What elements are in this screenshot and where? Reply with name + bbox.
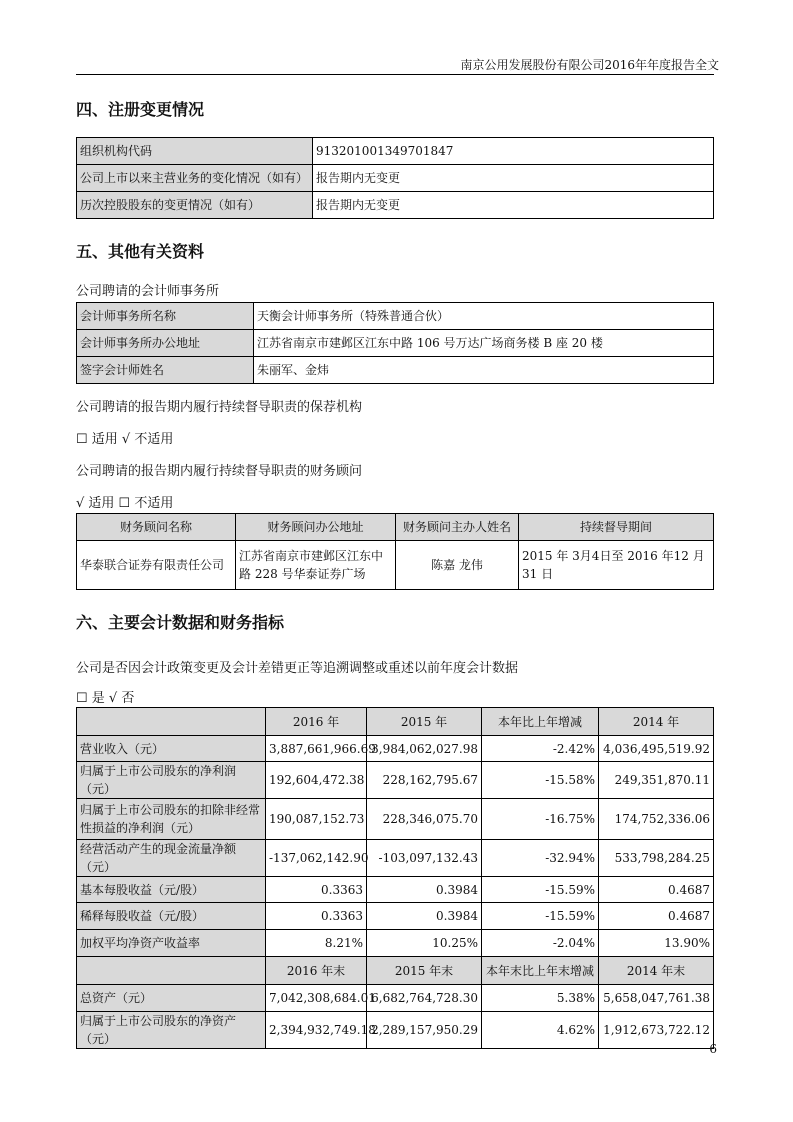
cell-value: -16.75% — [482, 799, 599, 840]
header-rule — [76, 74, 714, 75]
section-4-title: 四、注册变更情况 — [76, 100, 205, 119]
cell-value: 228,346,075.70 — [367, 799, 482, 840]
table-row — [77, 736, 714, 762]
cell-value: -2.42% — [482, 736, 599, 762]
cell-value: 6,682,764,728.30 — [367, 985, 482, 1012]
cell-value: -15.59% — [482, 877, 599, 903]
col-header: 2016 年末 — [266, 957, 367, 985]
cell-value: 3,984,062,027.98 — [367, 736, 482, 762]
value: 天衡会计师事务所（特殊普通合伙） — [254, 303, 714, 330]
header-row — [77, 957, 714, 985]
label: 会计师事务所办公地址 — [77, 330, 254, 357]
table-row — [77, 840, 714, 877]
col-header: 财务顾问名称 — [77, 514, 236, 541]
cell-value: -2.04% — [482, 930, 599, 957]
row-label: 归属于上市公司股东的扣除非经常性损益的净利润（元） — [77, 799, 266, 840]
row-label: 加权平均净资产收益率 — [77, 930, 266, 957]
value: 913201001349701847 — [313, 138, 714, 165]
cell-value: 533,798,284.25 — [599, 840, 714, 877]
col-header — [77, 708, 266, 736]
advisor-persons: 陈嘉 龙伟 — [396, 541, 519, 590]
header-row — [77, 708, 714, 736]
cell-value: -15.59% — [482, 903, 599, 930]
section-6-title: 六、主要会计数据和财务指标 — [76, 613, 285, 632]
cell-value: 13.90% — [599, 930, 714, 957]
cell-value: 3,887,661,966.69 — [266, 736, 367, 762]
advisor-choice: √ 适用 ☐ 不适用 — [76, 496, 174, 511]
col-header — [77, 957, 266, 985]
cell-value: 4.62% — [482, 1012, 599, 1049]
col-header: 2015 年 — [367, 708, 482, 736]
page-number: 6 — [709, 1042, 717, 1056]
cell-value: 4,036,495,519.92 — [599, 736, 714, 762]
cell-value: 192,604,472.38 — [266, 762, 367, 799]
col-header: 持续督导期间 — [519, 514, 714, 541]
table-row — [77, 903, 714, 930]
cell-value: 0.3984 — [367, 877, 482, 903]
table-row — [77, 799, 714, 840]
cell-value: 10.25% — [367, 930, 482, 957]
cell-value: 228,162,795.67 — [367, 762, 482, 799]
cell-value: -15.58% — [482, 762, 599, 799]
registration-table — [76, 137, 714, 219]
cell-value: 1,912,673,722.12 — [599, 1012, 714, 1049]
cell-value: 2,394,932,749.18 — [266, 1012, 367, 1049]
cell-value: 249,351,870.11 — [599, 762, 714, 799]
row-label: 总资产（元） — [77, 985, 266, 1012]
cell-value: 0.4687 — [599, 903, 714, 930]
cell-value: 0.4687 — [599, 877, 714, 903]
running-header: 南京公用发展股份有限公司2016年年度报告全文 — [460, 58, 719, 72]
advisor-address: 江苏省南京市建邺区江东中路 228 号华泰证券广场 — [236, 541, 396, 590]
cell-value: -103,097,132.43 — [367, 840, 482, 877]
cell-value: 190,087,152.73 — [266, 799, 367, 840]
cell-value: 174,752,336.06 — [599, 799, 714, 840]
table-row — [77, 985, 714, 1012]
label: 签字会计师姓名 — [77, 357, 254, 384]
cell-value: 0.3984 — [367, 903, 482, 930]
section-5-title: 五、其他有关资料 — [76, 242, 205, 261]
advisor-intro: 公司聘请的报告期内履行持续督导职责的财务顾问 — [76, 464, 363, 479]
table-row — [77, 877, 714, 903]
col-header: 2016 年 — [266, 708, 367, 736]
label: 公司上市以来主营业务的变化情况（如有） — [77, 165, 313, 192]
restatement-choice: ☐ 是 √ 否 — [76, 691, 135, 706]
label: 会计师事务所名称 — [77, 303, 254, 330]
cell-value: 0.3363 — [266, 903, 367, 930]
accountant-table — [76, 302, 714, 384]
col-header: 财务顾问主办人姓名 — [396, 514, 519, 541]
sponsor-intro: 公司聘请的报告期内履行持续督导职责的保荐机构 — [76, 400, 363, 415]
accountant-intro: 公司聘请的会计师事务所 — [76, 284, 220, 299]
row-label: 归属于上市公司股东的净资产（元） — [77, 1012, 266, 1049]
advisor-period: 2015 年 3月4日至 2016 年12 月31 日 — [519, 541, 714, 590]
row-label: 营业收入（元） — [77, 736, 266, 762]
row-label: 经营活动产生的现金流量净额（元） — [77, 840, 266, 877]
advisor-table — [76, 513, 714, 590]
table-row — [77, 1012, 714, 1049]
advisor-name: 华泰联合证券有限责任公司 — [77, 541, 236, 590]
cell-value: 2,289,157,950.29 — [367, 1012, 482, 1049]
value: 江苏省南京市建邺区江东中路 106 号万达广场商务楼 B 座 20 楼 — [254, 330, 714, 357]
cell-value: 5.38% — [482, 985, 599, 1012]
label: 组织机构代码 — [77, 138, 313, 165]
label: 历次控股股东的变更情况（如有） — [77, 192, 313, 219]
sponsor-choice: ☐ 适用 √ 不适用 — [76, 432, 174, 447]
restatement-question: 公司是否因会计政策变更及会计差错更正等追溯调整或重述以前年度会计数据 — [76, 661, 519, 676]
col-header: 财务顾问办公地址 — [236, 514, 396, 541]
cell-value: 7,042,308,684.01 — [266, 985, 367, 1012]
table-row — [77, 762, 714, 799]
value: 朱丽军、金炜 — [254, 357, 714, 384]
value: 报告期内无变更 — [313, 165, 714, 192]
cell-value: -32.94% — [482, 840, 599, 877]
table-row — [77, 930, 714, 957]
cell-value: -137,062,142.90 — [266, 840, 367, 877]
row-label: 稀释每股收益（元/股） — [77, 903, 266, 930]
col-header: 2014 年末 — [599, 957, 714, 985]
col-header: 本年比上年增减 — [482, 708, 599, 736]
cell-value: 8.21% — [266, 930, 367, 957]
row-label: 基本每股收益（元/股） — [77, 877, 266, 903]
value: 报告期内无变更 — [313, 192, 714, 219]
row-label: 归属于上市公司股东的净利润（元） — [77, 762, 266, 799]
col-header: 本年末比上年末增减 — [482, 957, 599, 985]
financial-data-table — [76, 707, 714, 1049]
cell-value: 5,658,047,761.38 — [599, 985, 714, 1012]
cell-value: 0.3363 — [266, 877, 367, 903]
col-header: 2014 年 — [599, 708, 714, 736]
col-header: 2015 年末 — [367, 957, 482, 985]
